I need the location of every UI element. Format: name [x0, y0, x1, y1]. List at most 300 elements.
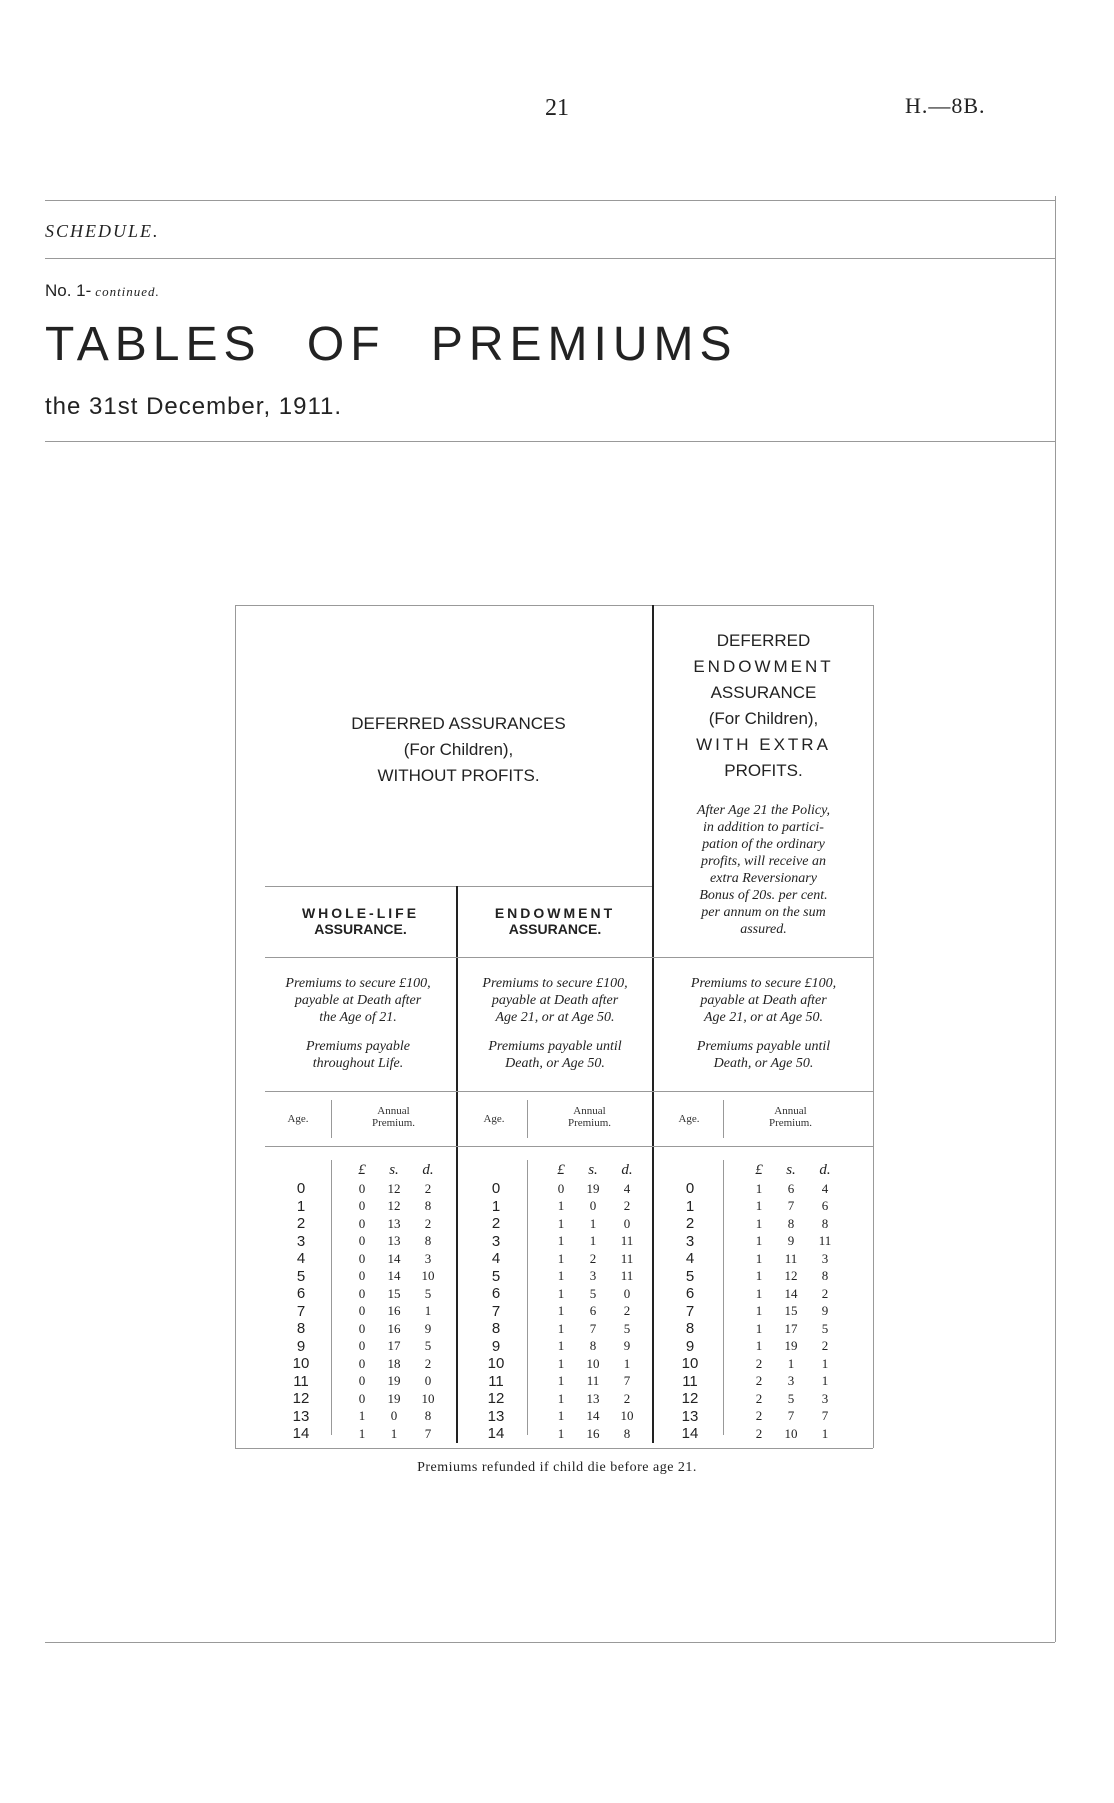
lsd-label: £ — [358, 1162, 366, 1178]
age-cell: 5 — [685, 1267, 695, 1285]
bonus-note-line: assured. — [740, 922, 787, 937]
shillings-cell: 11 — [586, 1373, 600, 1388]
premium-row — [550, 1215, 650, 1233]
pence-cell: 2 — [623, 1303, 631, 1318]
note-line: Death, or Age 50. — [505, 1056, 605, 1071]
age-cell: 11 — [682, 1372, 698, 1390]
pounds-cell: 1 — [557, 1198, 565, 1213]
premium-row — [550, 1232, 650, 1250]
pence-cell: 11 — [620, 1268, 634, 1283]
pence-cell: 11 — [818, 1233, 832, 1248]
age-column-deferred-endowment — [672, 1180, 708, 1443]
note-line: the Age of 21. — [319, 1010, 397, 1025]
shillings-cell: 8 — [589, 1338, 597, 1353]
rule-schedule — [45, 258, 1055, 259]
shillings-cell: 14 — [784, 1285, 798, 1301]
pounds-cell: 1 — [358, 1408, 366, 1423]
note-line: throughout Life. — [312, 1056, 404, 1071]
bonus-note-line: After Age 21 the Policy, — [696, 803, 831, 818]
shillings-cell: 5 — [589, 1285, 597, 1301]
table-footnote: Premiums refunded if child die before age 21. — [417, 1460, 697, 1475]
shillings-cell: 13 — [387, 1215, 401, 1231]
shillings-cell: 3 — [589, 1268, 597, 1283]
shillings-cell: 12 — [387, 1198, 401, 1213]
premium-row — [550, 1390, 650, 1408]
premium-row — [748, 1180, 848, 1198]
age-cell: 9 — [491, 1337, 501, 1355]
endowment-note — [456, 975, 654, 1072]
age-cell: 6 — [296, 1285, 306, 1302]
premium-row — [351, 1250, 451, 1268]
premium-row — [748, 1425, 848, 1443]
pounds-cell: 1 — [557, 1390, 565, 1406]
pence-cell: 7 — [424, 1425, 432, 1441]
premium-label: Premium. — [567, 1117, 612, 1129]
shillings-cell: 17 — [387, 1338, 401, 1353]
premium-row — [748, 1390, 848, 1408]
page-reference: H.—8B. — [905, 93, 986, 118]
pounds-cell: 2 — [755, 1390, 763, 1406]
shillings-cell: 13 — [387, 1233, 401, 1248]
schedule-number-label: No. 1- — [45, 281, 92, 300]
pounds-cell: 0 — [358, 1198, 366, 1213]
rule-bottom — [45, 1642, 1055, 1643]
shillings-cell: 10 — [586, 1355, 600, 1371]
date-line: the 31st December, 1911. — [45, 393, 343, 420]
annual-label: Annual — [573, 1105, 606, 1117]
shillings-cell: 19 — [387, 1373, 401, 1388]
pence-cell: 1 — [623, 1355, 631, 1371]
pence-cell: 5 — [821, 1320, 829, 1336]
pounds-cell: 1 — [755, 1180, 763, 1196]
pounds-cell: 1 — [557, 1303, 565, 1318]
premium-row — [550, 1425, 650, 1443]
table-right-rule — [873, 605, 874, 1448]
deferred-endowment-line2: ENDOWMENT — [693, 657, 834, 676]
note-line: payable at Death after — [491, 993, 619, 1008]
deferred-assurances-line3: WITHOUT PROFITS. — [377, 766, 540, 785]
pence-cell: 1 — [821, 1373, 829, 1388]
bonus-note-line: per annum on the sum — [701, 905, 826, 920]
pence-cell: 1 — [821, 1355, 829, 1371]
age-header: Age. — [678, 1113, 700, 1125]
pounds-cell: 0 — [358, 1180, 366, 1196]
pence-cell: 9 — [424, 1320, 432, 1336]
premium-row — [351, 1320, 451, 1338]
table-top-rule — [235, 605, 873, 606]
age-cell: 1 — [491, 1197, 501, 1215]
pence-cell: 2 — [623, 1390, 631, 1406]
pounds-cell: 1 — [755, 1320, 763, 1336]
deferred-assurances-line1: DEFERRED ASSURANCES — [351, 714, 566, 733]
lsd-header — [748, 1162, 848, 1180]
age-cell: 0 — [296, 1180, 306, 1197]
age-column-endowment — [478, 1180, 514, 1443]
pounds-cell: 0 — [358, 1303, 366, 1318]
shillings-cell: 18 — [387, 1355, 401, 1371]
shillings-cell: 8 — [787, 1215, 795, 1231]
pounds-cell: 2 — [755, 1425, 763, 1441]
age-cell: 3 — [296, 1232, 306, 1250]
annual-premium-header — [723, 1105, 858, 1129]
premium-label: Premium. — [371, 1117, 416, 1129]
pounds-cell: 0 — [358, 1250, 366, 1266]
pounds-cell: 0 — [358, 1338, 366, 1353]
lsd-label: d. — [819, 1162, 831, 1178]
premium-row — [748, 1215, 848, 1233]
whole-life-note — [258, 975, 458, 1072]
rule-top — [45, 200, 1055, 201]
premium-row — [550, 1320, 650, 1338]
pounds-cell: 1 — [557, 1373, 565, 1388]
note-line: payable at Death after — [294, 993, 422, 1008]
age-cell: 7 — [685, 1302, 695, 1320]
age-cell: 4 — [491, 1250, 501, 1267]
premium-row — [748, 1285, 848, 1303]
pounds-cell: 1 — [557, 1320, 565, 1336]
age-header: Age. — [483, 1113, 505, 1125]
shillings-cell: 6 — [787, 1180, 795, 1196]
age-cell: 4 — [685, 1250, 695, 1267]
age-cell: 13 — [487, 1407, 505, 1425]
premium-row — [351, 1232, 451, 1250]
premium-row — [351, 1197, 451, 1215]
shillings-cell: 0 — [390, 1408, 398, 1423]
shillings-cell: 1 — [390, 1425, 398, 1441]
age-cell: 9 — [296, 1337, 306, 1355]
bonus-note-line: Bonus of 20s. per cent. — [699, 888, 828, 903]
shillings-cell: 1 — [787, 1355, 795, 1371]
note-line: Premiums to secure £100, — [285, 976, 431, 991]
age-cell: 5 — [491, 1267, 501, 1285]
whole-life-line2: ASSURANCE. — [314, 921, 407, 937]
premium-row — [748, 1372, 848, 1390]
shillings-cell: 12 — [387, 1180, 401, 1196]
note-line: Premiums payable until — [696, 1039, 831, 1054]
shillings-cell: 1 — [589, 1215, 597, 1231]
deferred-endowment-line6: PROFITS. — [724, 761, 803, 780]
pence-cell: 0 — [424, 1373, 432, 1388]
deferred-assurances-line2: (For Children), — [403, 740, 514, 759]
pence-cell: 7 — [821, 1408, 829, 1423]
pence-cell: 1 — [424, 1303, 432, 1318]
pence-cell: 10 — [620, 1408, 634, 1423]
pounds-cell: 0 — [358, 1268, 366, 1283]
shillings-cell: 19 — [784, 1338, 798, 1353]
premium-column-whole-life — [351, 1162, 451, 1442]
pence-cell: 2 — [623, 1198, 631, 1213]
schedule-label: SCHEDULE. — [45, 221, 160, 241]
shillings-cell: 19 — [387, 1390, 401, 1406]
shillings-cell: 7 — [589, 1320, 597, 1336]
shillings-cell: 16 — [586, 1425, 600, 1441]
age-cell: 0 — [685, 1180, 695, 1197]
age-cell: 8 — [491, 1320, 501, 1337]
age-cell: 2 — [491, 1215, 501, 1232]
deferred-endowment-heading — [654, 628, 873, 784]
shillings-cell: 5 — [787, 1390, 795, 1406]
bonus-note-line: profits, will receive an — [701, 854, 826, 869]
whole-life-heading — [265, 905, 456, 937]
lsd-label: d. — [422, 1162, 434, 1178]
age-cell: 12 — [681, 1390, 699, 1407]
pence-cell: 9 — [623, 1338, 631, 1353]
premium-row — [351, 1180, 451, 1198]
continued-label: continued. — [95, 284, 160, 299]
premium-row — [748, 1355, 848, 1373]
pence-cell: 2 — [424, 1355, 432, 1371]
pounds-cell: 0 — [358, 1320, 366, 1336]
age-cell: 14 — [487, 1425, 505, 1442]
shillings-cell: 11 — [784, 1250, 798, 1266]
pence-cell: 4 — [821, 1180, 829, 1196]
pounds-cell: 0 — [358, 1285, 366, 1301]
age-cell: 5 — [296, 1267, 306, 1285]
premium-row — [550, 1372, 650, 1390]
shillings-cell: 16 — [387, 1320, 401, 1336]
pounds-cell: 1 — [557, 1408, 565, 1423]
age-cell: 8 — [685, 1320, 695, 1337]
shillings-cell: 2 — [589, 1250, 597, 1266]
pounds-cell: 0 — [358, 1390, 366, 1406]
shillings-cell: 19 — [586, 1180, 600, 1196]
pence-cell: 8 — [424, 1233, 432, 1248]
pounds-cell: 1 — [557, 1233, 565, 1248]
premium-row — [351, 1267, 451, 1285]
lsd-header — [351, 1162, 451, 1180]
endowment-heading — [458, 905, 652, 937]
premium-row — [550, 1407, 650, 1425]
divider-age-2-body — [527, 1160, 528, 1435]
shillings-cell: 9 — [787, 1233, 795, 1248]
pence-cell: 6 — [821, 1198, 829, 1213]
shillings-cell: 13 — [586, 1390, 600, 1406]
age-cell: 2 — [296, 1215, 306, 1232]
pence-cell: 11 — [620, 1250, 634, 1266]
rule-title — [45, 441, 1055, 442]
pence-cell: 1 — [821, 1425, 829, 1441]
age-cell: 10 — [487, 1355, 505, 1372]
premium-row — [748, 1232, 848, 1250]
annual-label: Annual — [377, 1105, 410, 1117]
pounds-cell: 1 — [755, 1268, 763, 1283]
pounds-cell: 1 — [755, 1198, 763, 1213]
shillings-cell: 0 — [589, 1198, 597, 1213]
bonus-note-line: extra Reversionary — [710, 871, 817, 886]
rule-headings — [265, 957, 873, 958]
note-line: Age 21, or at Age 50. — [703, 1010, 824, 1025]
note-line: Premiums to secure £100, — [690, 976, 837, 991]
premium-row — [748, 1320, 848, 1338]
pounds-cell: 1 — [755, 1233, 763, 1248]
pounds-cell: 1 — [557, 1268, 565, 1283]
premium-row — [351, 1302, 451, 1320]
premium-row — [351, 1215, 451, 1233]
age-cell: 1 — [685, 1197, 695, 1215]
shillings-cell: 1 — [589, 1233, 597, 1248]
age-cell: 3 — [685, 1232, 695, 1250]
age-cell: 12 — [292, 1390, 310, 1407]
schedule-number — [45, 281, 160, 301]
bonus-note — [654, 802, 873, 938]
pence-cell: 2 — [821, 1285, 829, 1301]
pence-cell: 0 — [623, 1215, 631, 1231]
premium-row — [550, 1285, 650, 1303]
annual-label: Annual — [774, 1105, 807, 1117]
age-cell: 9 — [685, 1337, 695, 1355]
pounds-cell: 1 — [557, 1215, 565, 1231]
shillings-cell: 6 — [589, 1303, 597, 1318]
pounds-cell: 1 — [755, 1303, 763, 1318]
premium-row — [748, 1337, 848, 1355]
age-cell: 0 — [491, 1180, 501, 1197]
deferred-endowment-line5: WITH EXTRA — [696, 735, 831, 754]
pounds-cell: 0 — [358, 1233, 366, 1248]
endowment-line2: ASSURANCE. — [508, 921, 602, 937]
age-cell: 6 — [685, 1285, 695, 1302]
premium-row — [748, 1302, 848, 1320]
note-line: Death, or Age 50. — [713, 1056, 814, 1071]
note-line: Age 21, or at Age 50. — [495, 1010, 615, 1025]
divider-age-3-body — [723, 1160, 724, 1435]
rule-deferred — [265, 886, 652, 887]
shillings-cell: 10 — [784, 1425, 798, 1441]
pence-cell: 2 — [424, 1215, 432, 1231]
premium-row — [748, 1267, 848, 1285]
age-cell: 13 — [292, 1407, 310, 1425]
shillings-cell: 14 — [387, 1268, 401, 1283]
pounds-cell: 1 — [358, 1425, 366, 1441]
lsd-label: £ — [557, 1162, 565, 1178]
age-cell: 12 — [487, 1390, 505, 1407]
pence-cell: 8 — [821, 1268, 829, 1283]
pounds-cell: 1 — [755, 1250, 763, 1266]
pounds-cell: 1 — [557, 1338, 565, 1353]
premium-row — [550, 1197, 650, 1215]
pounds-cell: 2 — [755, 1408, 763, 1423]
premium-row — [351, 1355, 451, 1373]
age-cell: 2 — [685, 1215, 695, 1232]
deferred-endowment-note — [654, 975, 873, 1072]
shillings-cell: 15 — [784, 1303, 798, 1318]
premium-row — [550, 1250, 650, 1268]
pounds-cell: 0 — [358, 1215, 366, 1231]
shillings-cell: 17 — [784, 1320, 798, 1336]
bonus-note-line: in addition to partici- — [703, 820, 824, 835]
pounds-cell: 1 — [755, 1285, 763, 1301]
age-cell: 14 — [292, 1425, 310, 1442]
pence-cell: 2 — [424, 1180, 432, 1196]
premium-column-deferred-endowment — [748, 1162, 848, 1442]
pence-cell: 0 — [623, 1285, 631, 1301]
premium-label: Premium. — [768, 1117, 813, 1129]
age-cell: 10 — [292, 1355, 310, 1372]
deferred-endowment-line1: DEFERRED — [716, 631, 811, 650]
premium-row — [748, 1407, 848, 1425]
shillings-cell: 14 — [387, 1250, 401, 1266]
premium-row — [550, 1267, 650, 1285]
lsd-label: s. — [389, 1162, 399, 1178]
pence-cell: 5 — [424, 1338, 432, 1353]
premium-row — [550, 1337, 650, 1355]
annual-premium-header — [331, 1105, 456, 1129]
shillings-cell: 15 — [387, 1285, 401, 1301]
page-title: TABLES OF PREMIUMS — [45, 318, 738, 371]
lsd-label: d. — [621, 1162, 633, 1178]
age-cell: 8 — [296, 1320, 306, 1337]
premium-row — [351, 1372, 451, 1390]
pence-cell: 5 — [424, 1285, 432, 1301]
lsd-header — [550, 1162, 650, 1180]
pence-cell: 8 — [424, 1408, 432, 1423]
bonus-note-line: pation of the ordinary — [702, 837, 825, 852]
pounds-cell: 2 — [755, 1355, 763, 1371]
pence-cell: 10 — [421, 1268, 435, 1283]
deferred-assurances-heading — [265, 711, 652, 789]
rule-notes — [265, 1091, 873, 1092]
shillings-cell: 7 — [787, 1408, 795, 1423]
note-line: payable at Death after — [700, 993, 827, 1008]
divider-endowment — [456, 886, 458, 1443]
pence-cell: 5 — [623, 1320, 631, 1336]
age-cell: 6 — [491, 1285, 501, 1302]
page-number: 21 — [545, 95, 569, 121]
table-bottom-rule — [235, 1448, 873, 1449]
premium-row — [351, 1337, 451, 1355]
pounds-cell: 0 — [557, 1180, 565, 1196]
premium-row — [351, 1285, 451, 1303]
pence-cell: 3 — [424, 1250, 432, 1266]
age-cell: 3 — [491, 1232, 501, 1250]
pounds-cell: 1 — [755, 1338, 763, 1353]
shillings-cell: 14 — [586, 1408, 600, 1423]
lsd-label: £ — [755, 1162, 763, 1178]
pence-cell: 7 — [623, 1373, 631, 1388]
pence-cell: 3 — [821, 1250, 829, 1266]
pence-cell: 8 — [623, 1425, 631, 1441]
pounds-cell: 1 — [557, 1355, 565, 1371]
lsd-label: s. — [786, 1162, 796, 1178]
note-line: Premiums payable — [305, 1039, 411, 1054]
age-cell: 7 — [491, 1302, 501, 1320]
endowment-line1: ENDOWMENT — [494, 905, 616, 921]
age-header: Age. — [287, 1113, 309, 1125]
age-cell: 7 — [296, 1302, 306, 1320]
age-cell: 11 — [293, 1372, 309, 1390]
premium-row — [351, 1425, 451, 1443]
pence-cell: 9 — [821, 1303, 829, 1318]
rule-right — [1055, 196, 1056, 1642]
table-left-rule — [235, 605, 236, 1448]
note-line: Premiums to secure £100, — [482, 976, 628, 991]
shillings-cell: 3 — [787, 1373, 795, 1388]
shillings-cell: 7 — [787, 1198, 795, 1213]
whole-life-line1: WHOLE-LIFE — [301, 905, 420, 921]
shillings-cell: 16 — [387, 1303, 401, 1318]
note-line: Premiums payable until — [488, 1039, 622, 1054]
pounds-cell: 2 — [755, 1373, 763, 1388]
age-column-whole-life — [283, 1180, 319, 1443]
divider-age-1-body — [331, 1160, 332, 1435]
premium-row — [550, 1302, 650, 1320]
premium-row — [748, 1250, 848, 1268]
pence-cell: 8 — [424, 1198, 432, 1213]
age-cell: 4 — [296, 1250, 306, 1267]
pence-cell: 4 — [623, 1180, 631, 1196]
pounds-cell: 0 — [358, 1373, 366, 1388]
pounds-cell: 1 — [557, 1285, 565, 1301]
rule-colhdr — [265, 1146, 873, 1147]
